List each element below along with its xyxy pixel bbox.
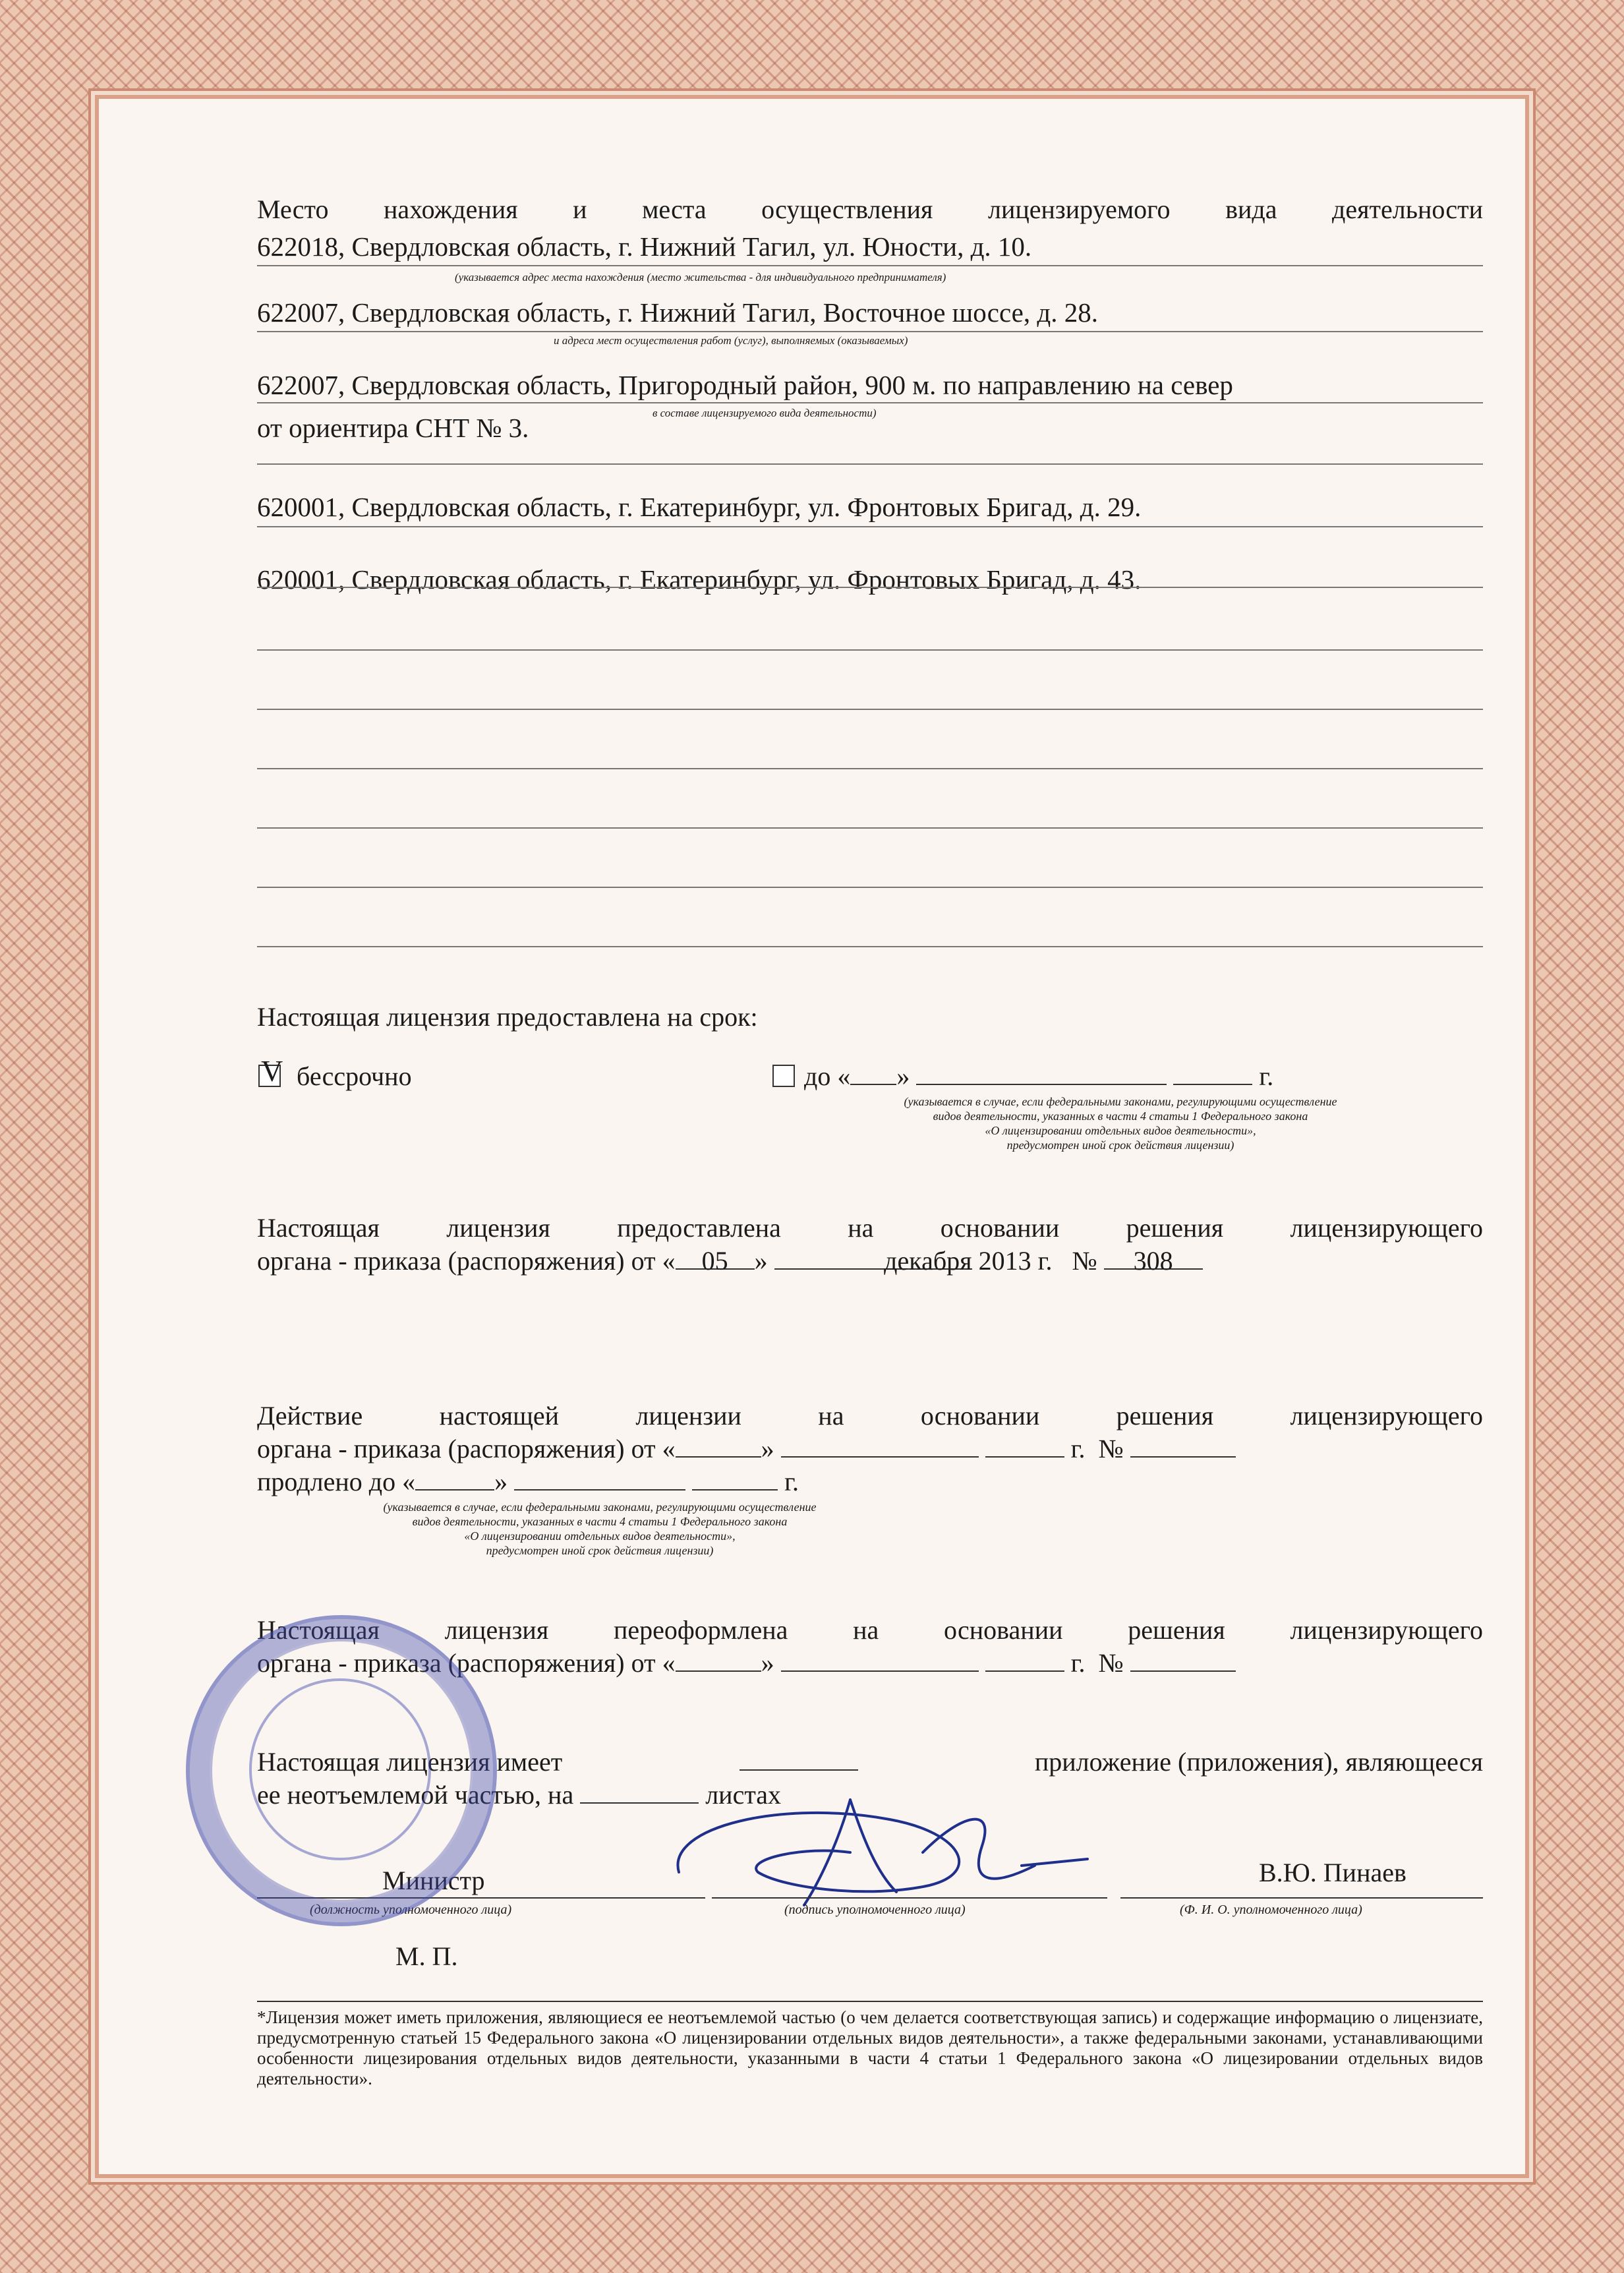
basis-line-1: Настоящая лицензия предоставлена на основании решения лицензирующего — [257, 1213, 1483, 1243]
address-line-5: 620001, Свердловская область, г. Екатеринбург, ул. Фронтовых Бригад, д. 43. — [257, 564, 1142, 595]
name-rule — [1120, 1897, 1483, 1899]
term-title: Настоящая лицензия предоставлена на срок: — [257, 1002, 758, 1032]
signature-caption: (подпись уполномоченного лица) — [784, 1903, 966, 1917]
indefinite-label: бессрочно — [297, 1061, 412, 1091]
extension-caption-line: предусмотрен иной срок действия лицензии) — [486, 1544, 714, 1557]
reissue-year-suffix: г. — [1070, 1648, 1086, 1678]
extension-year-blank — [985, 1434, 1064, 1458]
reissue-year-blank — [985, 1648, 1064, 1672]
seal-emblem-icon — [249, 1678, 431, 1860]
address-line-3b: от ориентира СНТ № 3. — [257, 413, 529, 443]
address-rule-5 — [257, 587, 1483, 588]
address-caption-1: (указывается адрес места нахождения (место жительства - для индивидуального предпринимателя) — [455, 271, 946, 283]
address-rule-4 — [257, 526, 1483, 527]
official-seal-icon — [186, 1615, 497, 1926]
reissue-number-label: № — [1098, 1648, 1124, 1678]
reissue-month-blank — [781, 1648, 979, 1672]
stamp-place-label: М. П. — [395, 1941, 458, 1971]
until-year-suffix: г. — [1259, 1061, 1274, 1091]
address-line-1: 622018, Свердловская область, г. Нижний Тагил, ул. Юности, д. 10. — [257, 231, 1032, 262]
location-title: Место нахождения и места осуществления лицензируемого вида деятельности — [257, 194, 1483, 224]
extended-year-blank — [692, 1467, 778, 1491]
extended-close-quote: » — [494, 1467, 508, 1496]
position-caption: (должность уполномоченного лица) — [310, 1903, 512, 1917]
address-rule-3 — [257, 402, 1483, 403]
footnote: *Лицензия может иметь приложения, являющиеся ее неотъемлемой частью (о чем делается соответствующая запись) и содержащие информацию о лицензиате, предусмотренную статьей 15 Федерального закона «О лицензировании отдельных видов деятельности», а также федеральными законами, устанавливающими особенности лицезирования отдельных видов деятельности, указанными в части 4 статьи 1 Федерального закона «О лицезировании отдельных видов деятельности». — [257, 2007, 1483, 2088]
appendix-part-label: ее неотъемлемой частью, на — [257, 1780, 574, 1810]
address-rule-2 — [257, 331, 1483, 332]
appendix-annex-label: приложение (приложения), являющееся — [1034, 1747, 1483, 1777]
term-caption-line: предусмотрен иной срок действия лицензии) — [1006, 1138, 1234, 1152]
until-day-blank — [850, 1061, 896, 1085]
reissue-line-1: Настоящая лицензия переоформлена на основании решения лицензирующего — [257, 1615, 1483, 1645]
term-caption — [765, 1094, 1476, 1152]
basis-month: декабря — [774, 1246, 972, 1270]
appendix-has-label: Настоящая лицензия имеет — [257, 1747, 563, 1777]
address-rule-1 — [257, 265, 1483, 266]
extension-line-3 — [257, 1467, 799, 1497]
signature-rule — [712, 1897, 1107, 1899]
extended-month-blank — [514, 1467, 685, 1491]
reissue-number-blank — [1130, 1648, 1236, 1672]
empty-rule-6 — [257, 946, 1483, 947]
until-checkbox[interactable] — [772, 1065, 795, 1087]
until-close-quote: » — [896, 1061, 910, 1091]
address-line-3a: 622007, Свердловская область, Пригородный район, 900 м. по направлению на север — [257, 370, 1233, 400]
until-label — [804, 1061, 1273, 1092]
basis-year: 2013 — [978, 1246, 1031, 1276]
address-caption-2: и адреса мест осуществления работ (услуг), выполняемых (оказываемых) — [554, 334, 908, 347]
until-year-blank — [1173, 1061, 1252, 1085]
extended-day-blank — [415, 1467, 494, 1491]
address-line-2: 622007, Свердловская область, г. Нижний Тагил, Восточное шоссе, д. 28. — [257, 297, 1098, 328]
basis-number-label: № — [1072, 1246, 1097, 1276]
empty-rule-1 — [257, 649, 1483, 651]
extension-close-quote: » — [761, 1434, 774, 1463]
extension-caption-line: видов деятельности, указанных в части 4 статьи 1 Федерального закона — [412, 1515, 788, 1528]
basis-year-suffix: г. — [1037, 1246, 1053, 1276]
extension-caption-line: «О лицензировании отдельных видов деятельности», — [464, 1529, 736, 1543]
extended-year-suffix: г. — [784, 1467, 799, 1496]
term-caption-line: «О лицензировании отдельных видов деятельности», — [985, 1124, 1256, 1137]
extension-line-2 — [257, 1434, 1236, 1464]
reissue-order-label: органа - приказа (распоряжения) от « — [257, 1648, 676, 1678]
until-month-blank — [916, 1061, 1167, 1085]
basis-day: 05 — [676, 1246, 755, 1270]
extension-number-blank — [1130, 1434, 1236, 1458]
extension-year-suffix: г. — [1070, 1434, 1086, 1463]
empty-rule-4 — [257, 827, 1483, 829]
extension-caption-line: (указывается в случае, если федеральными законами, регулирующими осуществление — [383, 1500, 817, 1514]
extension-month-blank — [781, 1434, 979, 1458]
indefinite-checkmark: V — [261, 1054, 283, 1088]
term-caption-line: (указывается в случае, если федеральными законами, регулирующими осуществление — [904, 1095, 1337, 1108]
address-caption-3: в составе лицензируемого вида деятельности) — [652, 407, 877, 419]
address-rule-3b — [257, 463, 1483, 465]
extension-order-label: органа - приказа (распоряжения) от « — [257, 1434, 676, 1463]
extension-line-1: Действие настоящей лицензии на основании решения лицензирующего — [257, 1401, 1483, 1431]
appendix-count-blank — [740, 1747, 858, 1771]
name-caption: (Ф. И. О. уполномоченного лица) — [1180, 1903, 1362, 1917]
signatory-position: Министр — [382, 1866, 485, 1895]
empty-rule-5 — [257, 887, 1483, 888]
term-caption-line: видов деятельности, указанных в части 4 статьи 1 Федерального закона — [933, 1109, 1308, 1123]
footnote-rule — [257, 2001, 1483, 2002]
basis-line-2 — [257, 1246, 1203, 1276]
empty-rule-2 — [257, 709, 1483, 710]
signatory-name: В.Ю. Пинаев — [1259, 1858, 1406, 1887]
reissue-day-blank — [676, 1648, 761, 1672]
reissue-close-quote: » — [761, 1648, 774, 1678]
extension-caption — [257, 1500, 942, 1558]
basis-close-quote: » — [754, 1246, 768, 1276]
address-line-4: 620001, Свердловская область, г. Екатеринбург, ул. Фронтовых Бригад, д. 29. — [257, 492, 1142, 522]
empty-rule-3 — [257, 768, 1483, 769]
basis-number: 308 — [1104, 1246, 1203, 1270]
appendix-sheets-label: листах — [705, 1780, 782, 1810]
until-open-quote: до « — [804, 1061, 851, 1091]
extension-day-blank — [676, 1434, 761, 1458]
basis-order-label: органа - приказа (распоряжения) от « — [257, 1246, 676, 1276]
extension-extended-label: продлено до « — [257, 1467, 416, 1496]
extension-number-label: № — [1098, 1434, 1124, 1463]
